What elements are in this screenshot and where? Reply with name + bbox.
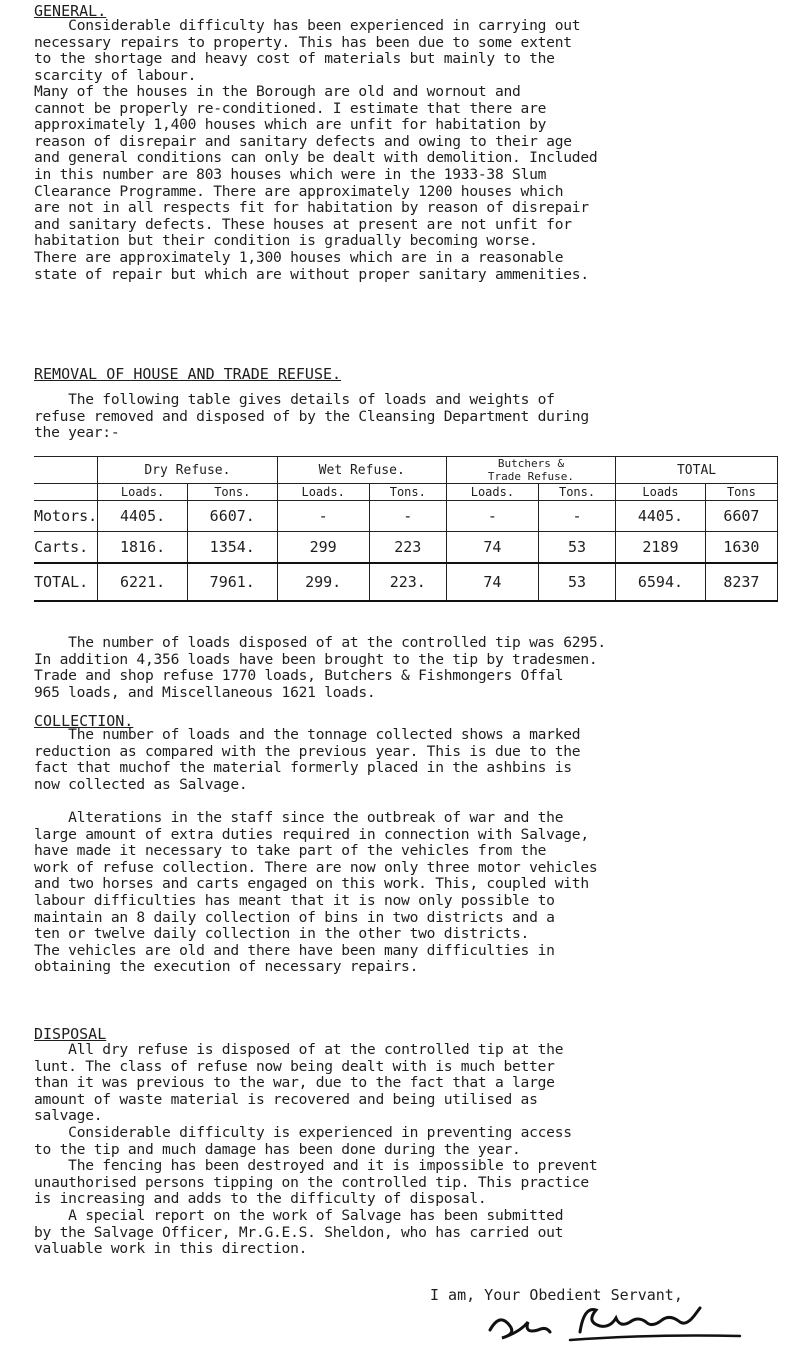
collection-paragraph-1: The number of loads and the tonnage collected shows a marked reduction as compared with the previous year. This is due to the fact that muchof the material formerly placed in the ashbins is now collected as Salvage. [34, 726, 581, 793]
table-cell: 223 [369, 532, 446, 564]
removal-intro: The following table gives details of loads and weights of refuse removed and disposed of by the Cleansing Department during the year:- [34, 391, 589, 442]
table-cell: 299. [277, 563, 369, 601]
table-cell: 2189 [616, 532, 706, 564]
removal-heading: REMOVAL OF HOUSE AND TRADE REFUSE. [34, 365, 342, 383]
subheader-cell: Loads. [446, 484, 538, 501]
table-cell: 1816. [98, 532, 188, 564]
table-corner-cell [34, 484, 98, 501]
table-cell: 4405. [616, 501, 706, 532]
general-heading: GENERAL. [34, 2, 107, 20]
general-paragraph-2: Many of the houses in the Borough are old and wornout and cannot be properly re-conditioned. I estimate that there are approximately 1,400 houses which are unfit for habitation by reason of disrepair and sanitary defects and owing to their age and general conditions can only be dealt with demolition. Included in this number are 803 houses which were in the 1933-38 Slum Clearance Programme. There are approximately 1200 houses which are not in all respects fit for habitation by reason of disrepair and sanitary defects. These houses at present are not unfit for habitation but their condition is gradually becoming worse. There are approximately 1,300 houses which are in a reasonable state of repair but which are without proper sanitary ammenities. [34, 83, 598, 283]
group-header-total: TOTAL [616, 457, 778, 484]
table-cell: 8237 [705, 563, 777, 601]
table-cell: - [446, 501, 538, 532]
table-cell: 53 [538, 532, 615, 564]
table-cell: - [369, 501, 446, 532]
table-cell: 53 [538, 563, 615, 601]
disposal-paragraph-2: Considerable difficulty is experienced in preventing access to the tip and much damage has been done during the year. The fencing has been destroyed and it is impossible to prevent unauthorised persons tipping on the controlled tip. This practice is increasing and adds to the difficulty of disposal. A special report on the work of Salvage has been submitted by the Salvage Officer, Mr.G.E.S. Sheldon, who has carried out valuable work in this direction. [34, 1124, 598, 1258]
table-cell: - [538, 501, 615, 532]
table-cell: 6607. [187, 501, 277, 532]
table-row [34, 501, 778, 532]
subheader-cell: Tons [705, 484, 777, 501]
collection-heading: COLLECTION. [34, 712, 134, 730]
row-label: TOTAL. [34, 563, 98, 601]
table-cell: 7961. [187, 563, 277, 601]
table-cell: 74 [446, 563, 538, 601]
table-cell: 223. [369, 563, 446, 601]
table-cell: - [277, 501, 369, 532]
table-cell: 299 [277, 532, 369, 564]
signature-image [370, 1300, 770, 1350]
table-group-header [34, 457, 778, 484]
disposal-paragraph-1: All dry refuse is disposed of at the controlled tip at the lunt. The class of refuse now being dealt with is much better than it was previous to the war, due to the fact that a large amount of waste material is recovered and being utilised as salvage. [34, 1041, 564, 1125]
subheader-cell: Loads [616, 484, 706, 501]
after-table-paragraph: The number of loads disposed of at the controlled tip was 6295. In addition 4,356 loads have been brought to the tip by tradesmen. Trade and shop refuse 1770 loads, Butchers & Fishmongers Offal 965 loads, and Miscellaneous 1621 loads. [34, 634, 606, 701]
subheader-cell: Loads. [277, 484, 369, 501]
group-header-butchers: Butchers & Trade Refuse. [446, 457, 615, 484]
refuse-table [34, 456, 778, 602]
collection-paragraph-2: Alterations in the staff since the outbreak of war and the large amount of extra duties required in connection with Salvage, have made it necessary to take part of the vehicles from the work of refuse collection. There are now only three motor vehicles and two horses and carts engaged on this work. This, coupled with labour difficulties has meant that it is now only possible to maintain an 8 daily collection of bins in two districts and a ten or twelve daily collection in the other two districts. The vehicles are old and there have been many difficulties in obtaining the execution of necessary repairs. [34, 809, 598, 976]
group-header-wet: Wet Refuse. [277, 457, 446, 484]
table-cell: 74 [446, 532, 538, 564]
subheader-cell: Tons. [538, 484, 615, 501]
subheader-cell: Tons. [369, 484, 446, 501]
disposal-heading: DISPOSAL [34, 1025, 107, 1043]
general-paragraph-1: Considerable difficulty has been experienced in carrying out necessary repairs to property. This has been due to some extent to the shortage and heavy cost of materials but mainly to the scarcity of labour. [34, 17, 581, 84]
row-label: Motors. [34, 501, 98, 532]
table-cell: 6607 [705, 501, 777, 532]
group-header-dry: Dry Refuse. [98, 457, 277, 484]
table-sub-header [34, 484, 778, 501]
table-total-row [34, 563, 778, 601]
table-cell: 6594. [616, 563, 706, 601]
subheader-cell: Loads. [98, 484, 188, 501]
table-cell: 1354. [187, 532, 277, 564]
subheader-cell: Tons. [187, 484, 277, 501]
table-cell: 6221. [98, 563, 188, 601]
table-row [34, 532, 778, 564]
table-cell: 4405. [98, 501, 188, 532]
closing-line: I am, Your Obedient Servant, [430, 1286, 683, 1304]
table-cell: 1630 [705, 532, 777, 564]
table-corner-cell [34, 457, 98, 484]
row-label: Carts. [34, 532, 98, 564]
